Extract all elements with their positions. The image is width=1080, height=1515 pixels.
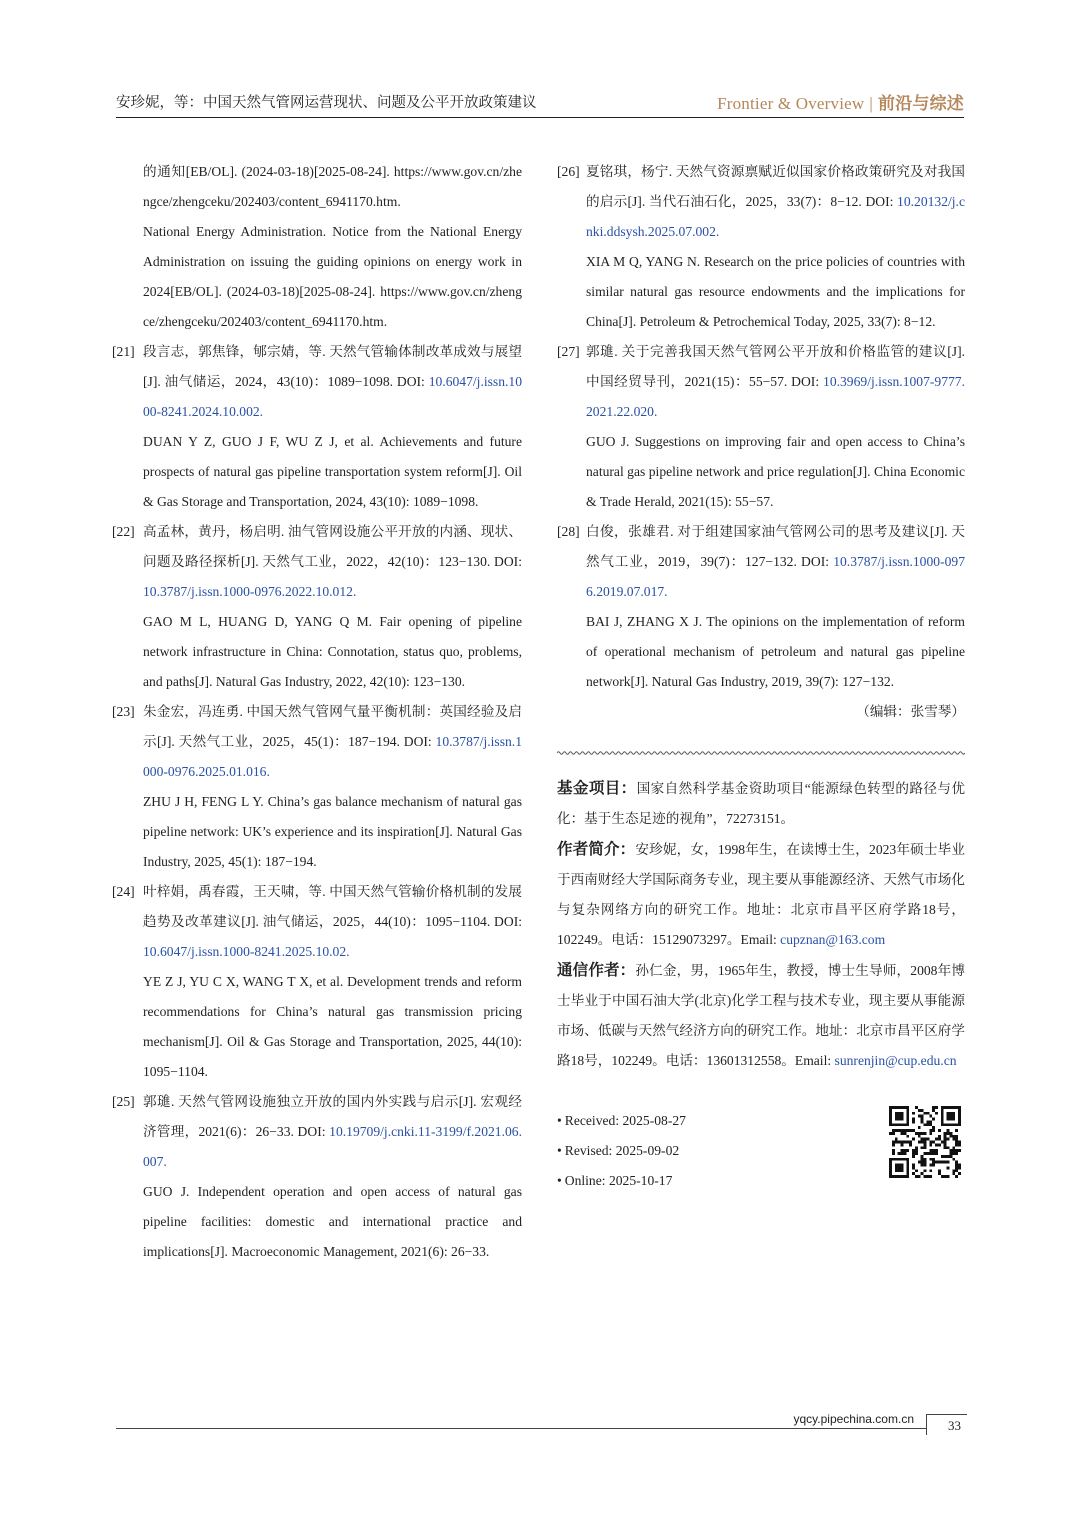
journal-url[interactable]: yqcy.pipechina.com.cn xyxy=(793,1412,914,1426)
section-separator: | xyxy=(869,94,873,113)
continued-reference-cn: 的通知[EB/OL]. (2024-03-18)[2025-08-24]. https://www.gov.cn/zhengce/zhengceku/202403/content_6941170.htm. xyxy=(143,164,522,209)
running-title: 安珍妮，等：中国天然气管网运营现状、问题及公平开放政策建议 xyxy=(116,95,537,111)
date-online: • Online: 2025-10-17 xyxy=(557,1173,673,1188)
reference-en: ZHU J H, FENG L Y. China’s gas balance mechanism of natural gas pipeline network: UK’s experience and its inspiration[J]. Natural Gas Industry, 2025, 45(1): 187−194. xyxy=(143,794,522,869)
corresponding-text: 孙仁金，男，1965年生，教授，博士生导师，2008年博士毕业于中国石油大学(北京)化学工程与技术专业，现主要从事能源市场、低碳与天然气经济方向的研究工作。地址：北京市昌平区府学路18号，102249。电话：13601312558。Email: xyxy=(557,963,965,1068)
reference-item xyxy=(112,1087,522,1267)
footer-rule xyxy=(116,1428,926,1429)
reference-url[interactable]: https://www.gov.cn/zhengce/zhengceku/202403/content_6941170.htm. xyxy=(143,284,522,329)
section-name-en: Frontier & Overview xyxy=(717,94,865,113)
continued-reference-en: National Energy Administration. Notice from the National Energy Administration on issuing the guiding opinions on energy work in 2024[EB/OL]. (2024-03-18)[2025-08-24]. https://www.gov.cn/zhengce/zhengceku/202403/content_6941170.htm. xyxy=(143,224,522,329)
article-dates xyxy=(557,1106,965,1202)
doi-link[interactable]: 10.3787/j.issn.1000-0976.2025.01.016. xyxy=(143,734,522,779)
reference-item xyxy=(557,337,965,517)
reference-number: [25] xyxy=(112,1094,135,1109)
doi-link[interactable]: 10.6047/j.issn.1000-8241.2025.10.02. xyxy=(143,944,350,959)
reference-cn: 白俊，张雄君. 对于组建国家油气管网公司的思考及建议[J]. 天然气工业，2019，39(7)：127−132. DOI: 10.3787/j.issn.1000-0976.2019.07.017. xyxy=(586,524,965,599)
reference-cn: 郭璡. 关于完善我国天然气管网公平开放和价格监管的建议[J]. 中国经贸导刊，2021(15)：55−57. DOI: 10.3969/j.issn.1007-9777.2021.22.020. xyxy=(586,344,965,419)
reference-number: [23] xyxy=(112,704,135,719)
reference-number: [21] xyxy=(112,344,135,359)
author-block xyxy=(557,834,965,955)
date-received: • Received: 2025-08-27 xyxy=(557,1113,686,1128)
reference-number: [28] xyxy=(557,524,580,539)
funding-block xyxy=(557,773,965,834)
author-email-link[interactable]: cupznan@163.com xyxy=(780,932,886,947)
continued-reference xyxy=(116,157,522,337)
reference-item xyxy=(557,157,965,337)
reference-cn: 段言志，郭焦锋，郇宗婧，等. 天然气管输体制改革成效与展望[J]. 油气储运，2024，43(10)：1089−1098. DOI: 10.6047/j.issn.1000-8241.2024.10.002. xyxy=(143,344,522,419)
author-info xyxy=(557,773,965,1076)
reference-url[interactable]: https://www.gov.cn/zhengce/zhengceku/202403/content_6941170.htm. xyxy=(143,164,522,209)
reference-en: XIA M Q, YANG N. Research on the price policies of countries with similar natural gas resource endowments and the implications for China[J]. Petroleum & Petrochemical Today, 2025, 33(7): 8−12. xyxy=(586,254,965,329)
doi-link[interactable]: 10.20132/j.cnki.ddsysh.2025.07.002. xyxy=(586,194,965,239)
author-label: 作者简介： xyxy=(557,840,636,858)
reference-item xyxy=(112,877,522,1087)
reference-en: YE Z J, YU C X, WANG T X, et al. Development trends and reform recommendations for China’s natural gas transmission pricing mechanism[J]. Oil & Gas Storage and Transportation, 2025, 44(10): 1095−1104. xyxy=(143,974,522,1079)
doi-link[interactable]: 10.3787/j.issn.1000-0976.2022.10.012. xyxy=(143,584,357,599)
reference-en: GUO J. Suggestions on improving fair and open access to China’s natural gas pipeline network and price regulation[J]. China Economic & Trade Herald, 2021(15): 55−57. xyxy=(586,434,965,509)
funding-label: 基金项目： xyxy=(557,779,637,797)
doi-link[interactable]: 10.19709/j.cnki.11-3199/f.2021.06.007. xyxy=(143,1124,522,1169)
doi-link[interactable]: 10.6047/j.issn.1000-8241.2024.10.002. xyxy=(143,374,522,419)
doi-link[interactable]: 10.3969/j.issn.1007-9777.2021.22.020. xyxy=(586,374,965,419)
reference-cn: 高孟林，黄丹，杨启明. 油气管网设施公平开放的内涵、现状、问题及路径探析[J]. 天然气工业，2022，42(10)：123−130. DOI: 10.3787/j.issn.1000-0976.2022.10.012. xyxy=(143,524,522,599)
reference-en: GUO J. Independent operation and open access of natural gas pipeline facilities: domestic and international practice and implications[J]. Macroeconomic Management, 2021(6): 26−33. xyxy=(143,1184,522,1259)
reference-en: BAI J, ZHANG X J. The opinions on the implementation of reform of operational mechanism of petroleum and natural gas pipeline network[J]. Natural Gas Industry, 2019, 39(7): 127−132. xyxy=(586,614,965,689)
doi-link[interactable]: 10.3787/j.issn.1000-0976.2019.07.017. xyxy=(586,554,965,599)
reference-en: DUAN Y Z, GUO J F, WU Z J, et al. Achievements and future prospects of natural gas pipeline transportation system reform[J]. Oil & Gas Storage and Transportation, 2024, 43(10): 1089−1098. xyxy=(143,434,522,509)
right-column xyxy=(557,157,965,1202)
author-text: 安珍妮，女，1998年生，在读博士生，2023年硕士毕业于西南财经大学国际商务专业，现主要从事能源经济、天然气市场化与复杂网络方向的研究工作。地址：北京市昌平区府学路18号，102249。电话：15129073297。Email: xyxy=(557,842,965,947)
page-number: 33 xyxy=(948,1418,961,1433)
section-name-cn: 前沿与综述 xyxy=(878,94,964,113)
reference-cn: 郭璡. 天然气管网设施独立开放的国内外实践与启示[J]. 宏观经济管理，2021(6)：26−33. DOI: 10.19709/j.cnki.11-3199/f.2021.06.007. xyxy=(143,1094,522,1169)
corresponding-label: 通信作者： xyxy=(557,961,636,979)
corresponding-email-link[interactable]: sunrenjin@cup.edu.cn xyxy=(834,1053,957,1068)
reference-number: [26] xyxy=(557,164,580,179)
header-rule xyxy=(116,117,964,118)
reference-cn: 朱金宏，冯连勇. 中国天然气管网气量平衡机制：英国经验及启示[J]. 天然气工业，2025，45(1)：187−194. DOI: 10.3787/j.issn.1000-0976.2025.01.016. xyxy=(143,704,522,779)
funding-text: 国家自然科学基金资助项目“能源绿色转型的路径与优化：基于生态足迹的视角”，72273151。 xyxy=(557,781,965,826)
reference-cn: 夏铭琪，杨宁. 天然气资源禀赋近似国家价格政策研究及对我国的启示[J]. 当代石油石化，2025，33(7)：8−12. DOI: 10.20132/j.cnki.ddsysh.2025.07.002. xyxy=(586,164,965,239)
reference-number: [22] xyxy=(112,524,135,539)
qr-code-icon[interactable] xyxy=(889,1106,961,1178)
reference-en: GAO M L, HUANG D, YANG Q M. Fair opening of pipeline network infrastructure in China: Connotation, status quo, problems, and paths[J]. Natural Gas Industry, 2022, 42(10): 123−130. xyxy=(143,614,522,689)
reference-item xyxy=(112,697,522,877)
reference-item xyxy=(557,517,965,697)
reference-cn: 叶梓娟，禹春霞，王天啸，等. 中国天然气管输价格机制的发展趋势及改革建议[J]. 油气储运，2025，44(10)：1095−1104. DOI: 10.6047/j.issn.1000-8241.2025.10.02. xyxy=(143,884,522,959)
wavy-divider xyxy=(557,749,965,757)
editor-note: （编辑：张雪琴） xyxy=(856,704,965,719)
corresponding-block xyxy=(557,955,965,1076)
section-header xyxy=(717,89,964,114)
reference-number: [24] xyxy=(112,884,135,899)
reference-item xyxy=(112,517,522,697)
reference-item xyxy=(112,337,522,517)
reference-number: [27] xyxy=(557,344,580,359)
left-column xyxy=(112,157,522,1267)
date-revised: • Revised: 2025-09-02 xyxy=(557,1143,680,1158)
